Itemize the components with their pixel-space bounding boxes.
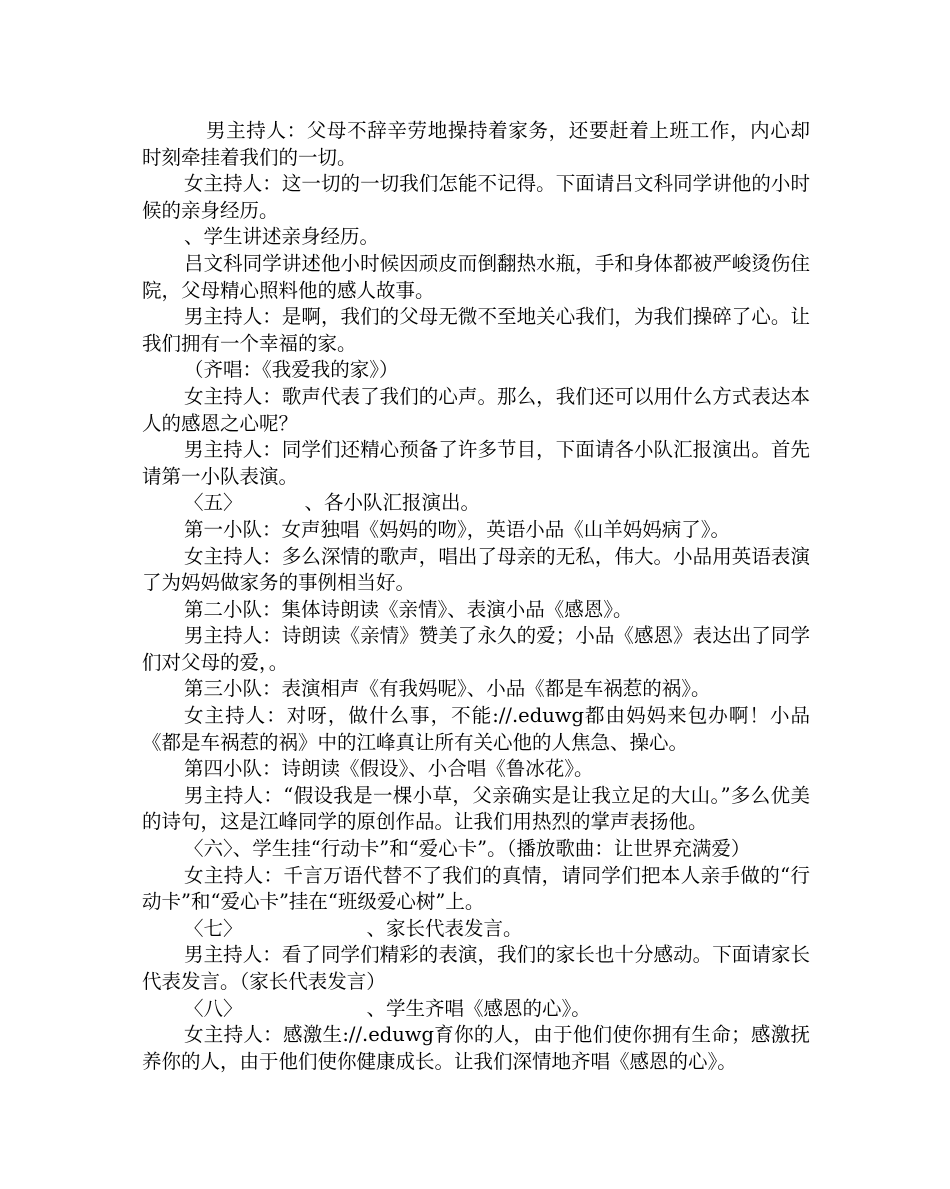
paragraph-female-host-6: 女主持人：感激生://.eduwg育你的人，由于他们使你拥有生命；感激抚养你的人，由于他们使你健康成长。让我们深情地齐唱《感恩的心》。 — [142, 1023, 810, 1073]
paragraph-student-story: 吕文科同学讲述他小时候因顽皮而倒翻热水瓶，手和身体都被严峻烫伤住院，父母精心照料他的感人故事。 — [142, 251, 810, 302]
paragraph-male-host-3: 男主持人：同学们还精心预备了许多节目，下面请各小队汇报演出。首先请第一小队表演。 — [142, 438, 810, 488]
paragraph-team-four: 第四小队：诗朗读《假设》、小合唱《鲁冰花》。 — [184, 757, 594, 781]
paragraph-female-host-2: 女主持人：歌声代表了我们的心声。那么，我们还可以用什么方式表达本人的感恩之心呢？ — [142, 384, 810, 435]
paragraph-male-host-5: 男主持人：“假设我是一棵小草，父亲确实是让我立足的大山。”多么优美的诗句，这是江峰同学的原创作品。让我们用热烈的掌声表扬他。 — [142, 783, 810, 834]
paragraph-female-host-3: 女主持人：多么深情的歌声，唱出了母亲的无私，伟大。小品用英语表演了为妈妈做家务的事例相当好。 — [142, 544, 810, 595]
section-heading-eight: 〈八〉 、学生齐唱《感恩的心》。 — [184, 996, 591, 1020]
paragraph-male-host-1: 男主持人：父母不辞辛劳地操持着家务，还要赶着上班工作，内心却时刻牵挂着我们的一切。 — [142, 119, 810, 169]
paragraph-male-host-6: 男主持人：看了同学们精彩的表演，我们的家长也十分感动。下面请家长代表发言。（家长代表发言） — [142, 943, 810, 993]
section-heading-six: 〈六〉、学生挂“行动卡”和“爱心卡”。（播放歌曲：让世界充满爱） — [184, 837, 751, 861]
paragraph-female-host-4: 女主持人：对呀，做什么事，不能://.eduwg都由妈妈来包办啊！小品《都是车祸惹的祸》中的江峰真让所有关心他的人焦急、操心。 — [142, 704, 810, 754]
paragraph-male-host-2: 男主持人：是啊，我们的父母无微不至地关心我们，为我们操碎了心。让我们拥有一个幸福的家。 — [142, 305, 810, 355]
paragraph-team-two: 第二小队：集体诗朗读《亲情》、表演小品《感恩》。 — [184, 597, 633, 621]
document-page — [142, 118, 810, 1075]
paragraph-chorus-song: （齐唱：《我爱我的家》） — [184, 358, 399, 382]
paragraph-male-host-4: 男主持人：诗朗读《亲情》赞美了永久的爱；小品《感恩》表达出了同学们对父母的爱，。 — [142, 624, 810, 674]
paragraph-female-host-1: 女主持人：这一切的一切我们怎能不记得。下面请吕文科同学讲他的小时候的亲身经历。 — [142, 172, 810, 222]
paragraph-team-one: 第一小队：女声独唱《妈妈的吻》，英语小品《山羊妈妈病了》。 — [184, 517, 731, 541]
section-heading-seven: 〈七〉 、家长代表发言。 — [184, 916, 523, 940]
paragraph-student-story-heading: 、学生讲述亲身经历。 — [184, 225, 380, 249]
section-heading-five: 〈五〉 、各小队汇报演出。 — [184, 491, 480, 515]
paragraph-female-host-5: 女主持人：千言万语代替不了我们的真情，请同学们把本人亲手做的“行动卡”和“爱心卡”挂在“班级爱心树”上。 — [142, 863, 810, 914]
paragraph-team-three: 第三小队：表演相声《有我妈呢》、小品《都是车祸惹的祸》。 — [184, 677, 711, 701]
